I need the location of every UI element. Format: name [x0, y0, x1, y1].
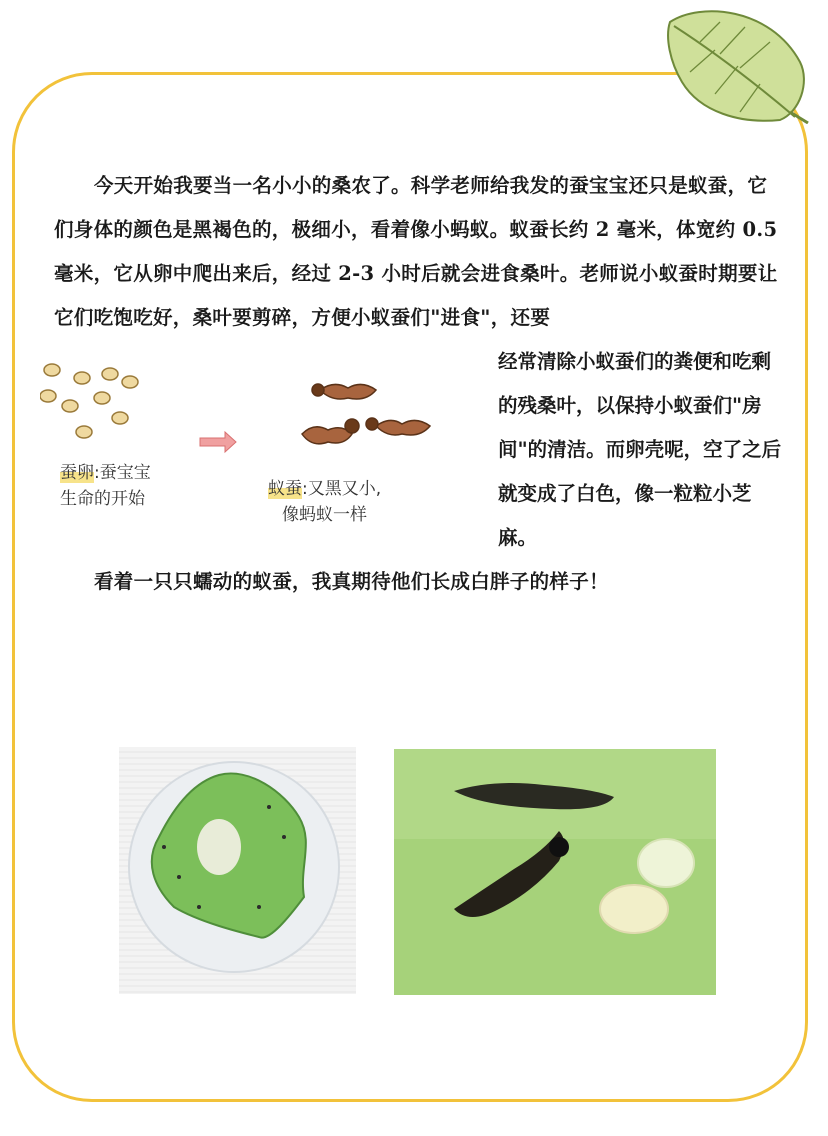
paragraph-2: 看着一只只蠕动的蚁蚕，我真期待他们长成白胖子的样子！: [94, 570, 609, 593]
arrow-icon: [200, 432, 236, 452]
leaf-icon: [660, 2, 810, 124]
photo-mulberry-leaf-with-eggs: [119, 747, 356, 994]
paragraph-1: 今天开始我要当一名小小的桑农了。科学老师给我发的蚕宝宝还只是蚁蚕，它们身体的颜色是黑褐色的，极细小，看着像小蚂蚁。蚁蚕长约 2 毫米，体宽约 0.5 毫米，它从卵中爬出来后，经过 2-3 小时后就会进食桑叶。老师说小蚁蚕时期要让它们吃饱吃好，桑叶要剪碎，方便小蚁蚕们"进食"，还要: [54, 174, 778, 329]
silkworm-eggs-icon: [40, 364, 138, 438]
egg-label: 蚕卵: [60, 463, 94, 483]
egg-caption-line2: 生命的开始: [60, 489, 145, 509]
photo-silkworm-larvae: [394, 749, 716, 995]
larva-label: 蚁蚕: [268, 479, 302, 499]
larva-illustration-icon: [302, 384, 430, 444]
paragraph-1-continued: 经常清除小蚁蚕们的粪便和吃剩的残桑叶，以保持小蚁蚕们"房间"的清洁。而卵壳呢，空了之后就变成了白色，像一粒粒小芝麻。: [498, 350, 782, 549]
egg-caption-line1: :蚕宝宝: [94, 463, 151, 483]
larva-caption-line2: 像蚂蚁一样: [282, 505, 367, 525]
egg-caption: [60, 460, 151, 512]
larva-caption-line1: :又黑又小,: [302, 479, 382, 499]
larva-caption: [268, 476, 381, 528]
